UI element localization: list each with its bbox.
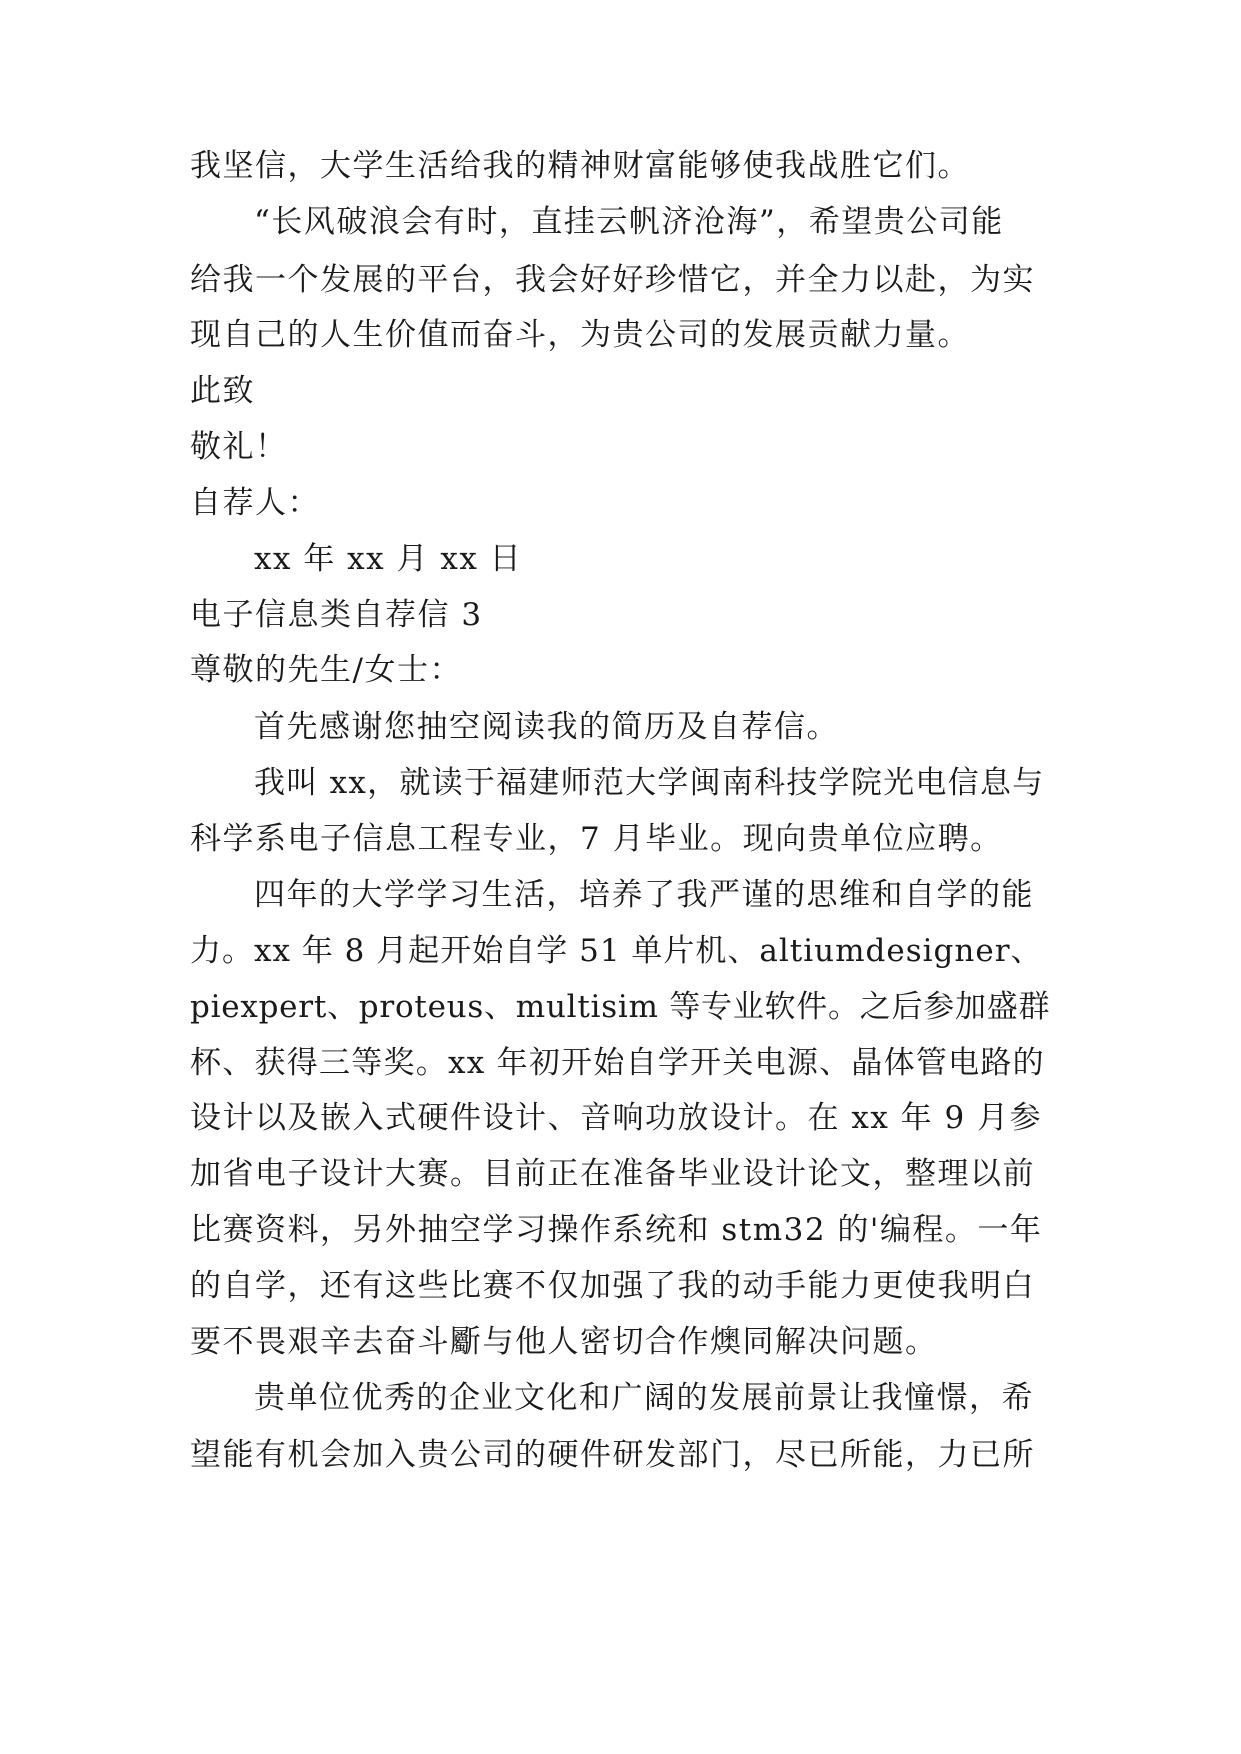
text-line: piexpert、proteus、multisim 等专业软件。之后参加盛群 <box>190 989 1051 1025</box>
text-line: 要不畏艰辛去奋斗斸与他人密切合作燠同解决问题。 <box>190 1324 938 1360</box>
text-line: 我坚信，大学生活给我的精神财富能够使我战胜它们。 <box>190 148 970 184</box>
text-line: 贵单位优秀的企业文化和广阔的发展前景让我憧憬，希 <box>254 1380 1034 1416</box>
text-line: 的自学，还有这些比赛不仅加强了我的动手能力更使我明白 <box>190 1268 1035 1304</box>
text-line: 尊敬的先生/女士： <box>190 652 462 688</box>
text-line: 此致 <box>190 373 255 409</box>
text-line: 给我一个发展的平台，我会好好珍惜它，并全力以赴，为实 <box>190 262 1035 298</box>
text-line: 比赛资料，另外抽空学习操作系统和 stm32 的'编程。一年 <box>190 1212 1043 1248</box>
text-line: 四年的大学学习生活，培养了我严谨的思维和自学的能 <box>254 877 1034 913</box>
text-line: 力。xx 年 8 月起开始自学 51 单片机、altiumdesigner、 <box>190 933 1043 969</box>
text-line: xx 年 xx 月 xx 日 <box>254 541 523 577</box>
text-line: 电子信息类自荐信 3 <box>190 597 483 633</box>
text-line: 我叫 xx，就读于福建师范大学闽南科技学院光电信息与 <box>254 765 1045 801</box>
text-line: 敬礼！ <box>190 429 288 465</box>
text-line: 自荐人： <box>190 485 320 521</box>
text-line: 科学系电子信息工程专业，7 月毕业。现向贵单位应聘。 <box>190 821 1003 857</box>
text-line: 杯、获得三等奖。xx 年初开始自学开关电源、晶体管电路的 <box>190 1045 1045 1081</box>
text-line: 现自己的人生价值而奋斗，为贵公司的发展贡献力量。 <box>190 317 970 353</box>
text-line: 首先感谢您抽空阅读我的简历及自荐信。 <box>254 709 839 745</box>
text-line: “长风破浪会有时，直挂云帆济沧海”，希望贵公司能 <box>254 204 1004 240</box>
text-line: 设计以及嵌入式硬件设计、音响功放设计。在 xx 年 9 月参 <box>190 1100 1043 1136</box>
text-line: 望能有机会加入贵公司的硬件研发部门，尽已所能，力已所 <box>190 1437 1035 1473</box>
text-line: 加省电子设计大赛。目前正在准备毕业设计论文，整理以前 <box>190 1156 1035 1192</box>
